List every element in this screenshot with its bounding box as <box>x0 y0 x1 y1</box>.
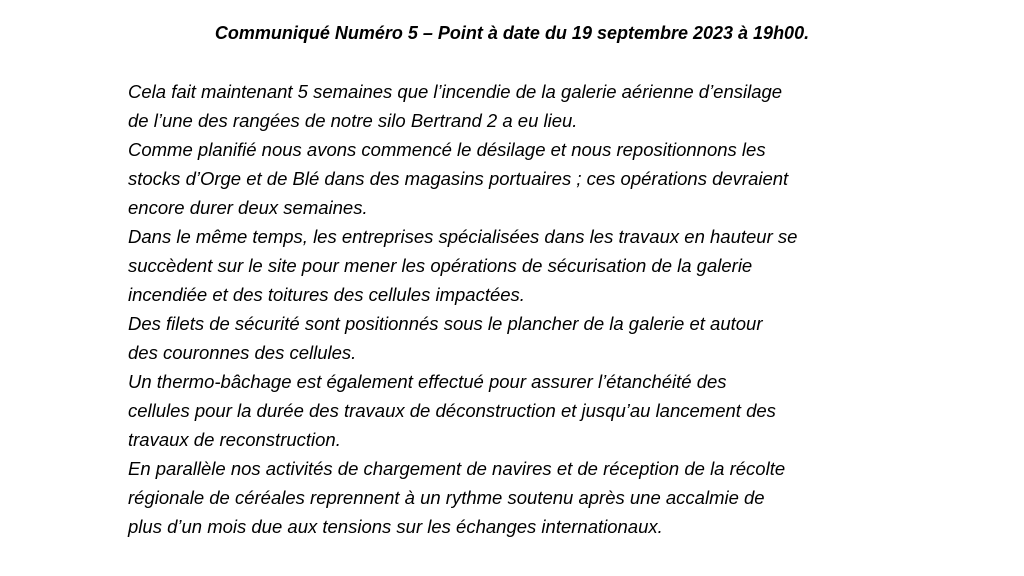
body-line: succèdent sur le site pour mener les opérations de sécurisation de la galerie <box>128 255 753 276</box>
body-line: plus d’un mois due aux tensions sur les échanges internationaux. <box>128 516 663 537</box>
body-line: stocks d’Orge et de Blé dans des magasins portuaires ; ces opérations devraient <box>128 168 789 189</box>
body-line: Comme planifié nous avons commencé le désilage et nous repositionnons les <box>128 139 766 160</box>
body-line: cellules pour la durée des travaux de déconstruction et jusqu’au lancement des <box>128 400 776 421</box>
body-line: Des filets de sécurité sont positionnés sous le plancher de la galerie et autour <box>128 313 763 334</box>
body-line: Un thermo-bâchage est également effectué pour assurer l’étanchéité des <box>128 371 727 392</box>
body-line: incendiée et des toitures des cellules impactées. <box>128 284 525 305</box>
body-line: des couronnes des cellules. <box>128 342 357 363</box>
body-line: encore durer deux semaines. <box>128 197 368 218</box>
body-line: Dans le même temps, les entreprises spécialisées dans les travaux en hauteur se <box>128 226 798 247</box>
body-line: Cela fait maintenant 5 semaines que l’incendie de la galerie aérienne d’ensilage <box>128 81 783 102</box>
body-line: régionale de céréales reprennent à un rythme soutenu après une accalmie de <box>128 487 765 508</box>
body-line: de l’une des rangées de notre silo Bertrand 2 a eu lieu. <box>128 110 578 131</box>
body-line: En parallèle nos activités de chargement de navires et de réception de la récolte <box>128 458 786 479</box>
communique-body <box>128 77 908 541</box>
communique-title: Communiqué Numéro 5 – Point à date du 19 septembre 2023 à 19h00. <box>214 23 810 43</box>
body-line: travaux de reconstruction. <box>128 429 341 450</box>
